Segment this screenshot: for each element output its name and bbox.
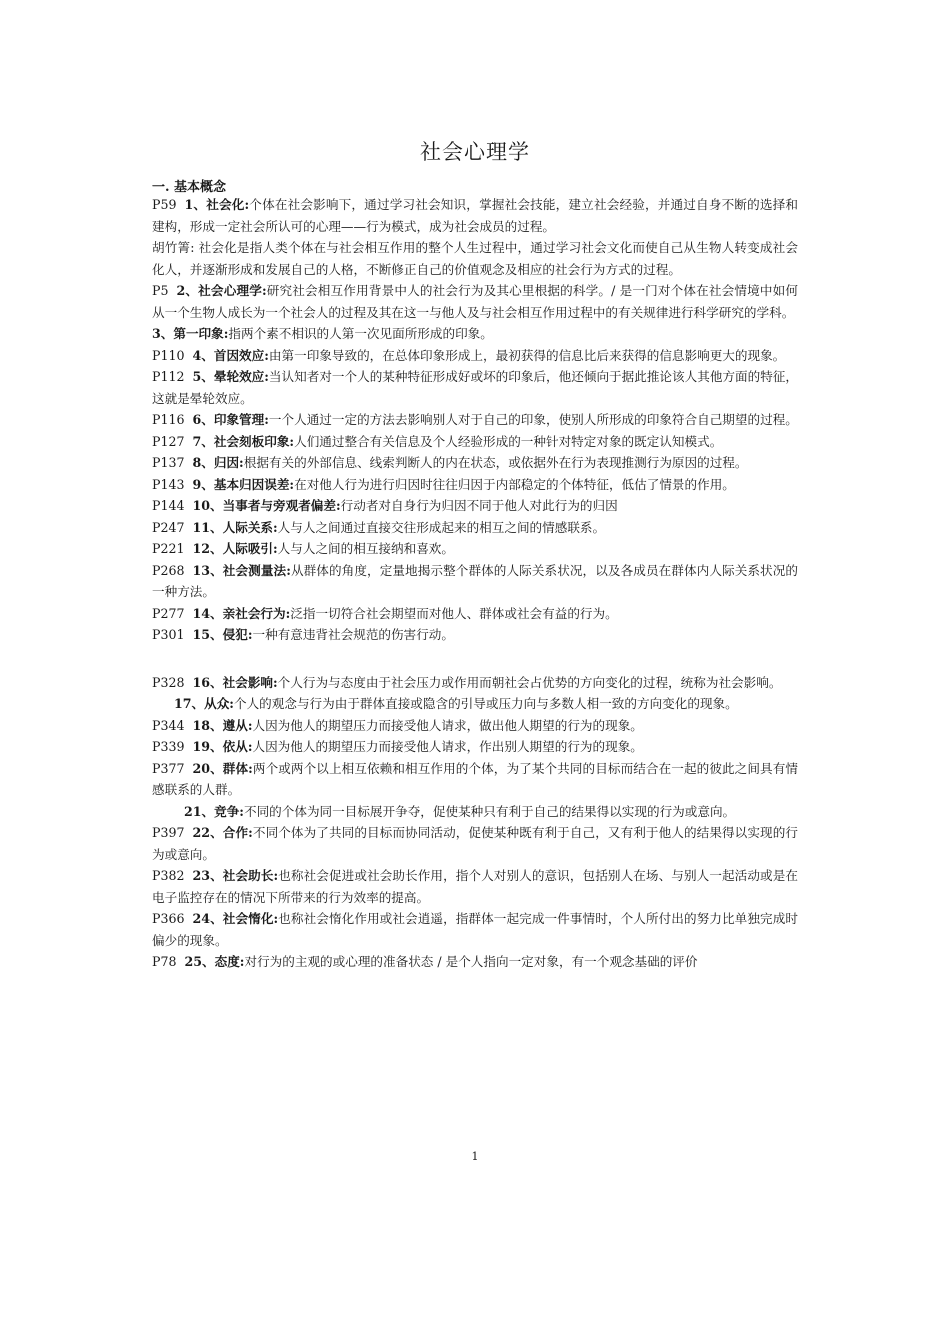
concept-entry bbox=[152, 452, 798, 474]
entry-definition: 个体在社会影响下，通过学习社会知识，掌握社会技能，建立社会经验，并通过自身不断的选择和建构，形成一定社会所认可的心理——行为模式，成为社会成员的过程。 bbox=[152, 197, 798, 234]
concept-entry bbox=[152, 715, 798, 737]
concept-entry bbox=[152, 237, 798, 280]
entry-definition: 人因为他人的期望压力而接受他人请求，作出别人期望的行为的现象。 bbox=[252, 739, 643, 754]
entry-page-ref: P221 bbox=[152, 541, 185, 556]
entry-page-ref: P344 bbox=[152, 717, 185, 733]
entry-definition: 也称社会惰化作用或社会逍遥，指群体一起完成一件事情时，个人所付出的努力比单独完成时偏少的现象。 bbox=[152, 911, 798, 948]
entry-definition: 人与人之间的相互接纳和喜欢。 bbox=[277, 541, 454, 556]
entry-page-ref: P377 bbox=[152, 760, 185, 776]
entry-definition: 个人行为与态度由于社会压力或作用而朝社会占优势的方向变化的过程，统称为社会影响。 bbox=[277, 674, 782, 690]
entry-term: 8、归因: bbox=[192, 455, 244, 470]
entry-definition: 人们通过整合有关信息及个人经验形成的一种针对特定对象的既定认知模式。 bbox=[294, 433, 723, 449]
entry-definition: 人与人之间通过直接交往形成起来的相互之间的情感联系。 bbox=[277, 519, 606, 535]
section-heading: 一. 基本概念 bbox=[152, 180, 227, 195]
entry-term: 20、群体: bbox=[192, 760, 253, 776]
concept-entry bbox=[152, 865, 798, 908]
concept-entry bbox=[152, 736, 798, 758]
entry-page-ref: P116 bbox=[152, 412, 185, 427]
entry-term: 6、印象管理: bbox=[192, 412, 269, 427]
entry-definition: 一种有意违背社会规范的伤害行动。 bbox=[252, 627, 454, 642]
entry-term: 4、首因效应: bbox=[192, 347, 269, 363]
entry-term: 9、基本归因误差: bbox=[192, 476, 295, 492]
entry-page-ref: P328 bbox=[152, 674, 185, 690]
entry-term: 3、第一印象: bbox=[152, 326, 229, 341]
entry-definition: 泛指一切符合社会期望而对他人、群体或社会有益的行为。 bbox=[290, 605, 618, 621]
concept-entry bbox=[152, 280, 798, 323]
entry-page-ref: P277 bbox=[152, 605, 185, 621]
concept-entry bbox=[152, 672, 798, 694]
entry-definition: 个人的观念与行为由于群体直接或隐含的引导或压力向与多数人相一致的方向变化的现象。 bbox=[233, 696, 738, 711]
entry-page-ref: P112 bbox=[152, 369, 185, 384]
entry-page-ref: P144 bbox=[152, 498, 185, 513]
entry-page-ref: P5 bbox=[152, 283, 169, 298]
entry-page-ref: P127 bbox=[152, 433, 185, 449]
entry-term: 17、从众: bbox=[174, 696, 234, 711]
entry-definition: 研究社会相互作用背景中人的社会行为及其心里根据的科学。/ 是一门对个体在社会情境中如何从一个生物人成长为一个社会人的过程及其在这一与他人及与社会相互作用过程中的有关规律进行科学研究的学科。 bbox=[152, 283, 798, 320]
entry-definition: 根据有关的外部信息、线索判断人的内在状态，或依据外在行为表现推测行为原因的过程。 bbox=[243, 455, 748, 470]
entry-definition: 由第一印象导致的，在总体印象形成上，最初获得的信息比后来获得的信息影响更大的现象。 bbox=[268, 347, 786, 363]
entry-definition: 行动者对自身行为归因不同于他人对此行为的归因 bbox=[340, 498, 618, 513]
concept-entry bbox=[152, 560, 798, 603]
entry-page-ref: P397 bbox=[152, 825, 185, 840]
entry-page-ref: P366 bbox=[152, 911, 185, 926]
entry-definition: 不同个体为了共同的目标而协同活动，促使某种既有利于自己，又有利于他人的结果得以实现的行为或意向。 bbox=[152, 825, 798, 862]
concept-entry bbox=[152, 801, 798, 823]
concept-list bbox=[152, 194, 798, 973]
concept-entry bbox=[152, 603, 798, 625]
entry-term: 16、社会影响: bbox=[192, 674, 278, 690]
entry-definition: 也称社会促进或社会助长作用，指个人对别人的意识，包括别人在场、与别人一起活动或是在电子监控存在的情况下所带来的行为效率的提高。 bbox=[152, 868, 798, 905]
entry-term: 13、社会测量法: bbox=[192, 562, 291, 578]
entry-page-ref: P301 bbox=[152, 627, 185, 642]
entry-definition: 对行为的主观的或心理的准备状态 / 是个人指向一定对象，有一个观念基础的评价 bbox=[244, 954, 698, 969]
concept-entry bbox=[152, 431, 798, 453]
entry-term: 23、社会助长: bbox=[192, 868, 279, 883]
entry-page-ref: P382 bbox=[152, 868, 185, 883]
entry-definition: 一个人通过一定的方法去影响别人对于自己的印象，使别人所形成的印象符合自己期望的过程。 bbox=[268, 412, 798, 427]
concept-entry bbox=[152, 908, 798, 951]
concept-entry bbox=[152, 366, 798, 409]
concept-entry bbox=[152, 758, 798, 801]
concept-entry bbox=[152, 194, 798, 237]
entry-page-ref: P110 bbox=[152, 347, 185, 363]
entry-term: 10、当事者与旁观者偏差: bbox=[192, 498, 341, 513]
entry-term: 18、遵从: bbox=[192, 717, 253, 733]
entry-definition: 两个或两个以上相互依赖和相互作用的个体，为了某个共同的目标而结合在一起的彼此之间具有情感联系的人群。 bbox=[152, 760, 798, 797]
document-title: 社会心理学 bbox=[420, 140, 530, 164]
entry-definition: 在对他人行为进行归因时往往归因于内部稳定的个体特征，低估了情景的作用。 bbox=[294, 476, 735, 492]
section-gap bbox=[152, 646, 798, 672]
entry-term: 25、态度: bbox=[184, 954, 245, 969]
concept-entry bbox=[152, 693, 798, 715]
entry-page-ref: P78 bbox=[152, 954, 177, 969]
concept-entry bbox=[152, 624, 798, 646]
entry-definition: 指两个素不相识的人第一次见面所形成的印象。 bbox=[228, 326, 493, 341]
entry-definition: 胡竹箐: 社会化是指人类个体在与社会相互作用的整个人生过程中，通过学习社会文化而使自己从生物人转变成社会化人，并逐渐形成和发展自己的人格，不断修正自己的价值观念及相应的社会行为方式的过程。 bbox=[152, 240, 798, 277]
concept-entry bbox=[152, 345, 798, 367]
entry-term: 24、社会惰化: bbox=[192, 911, 279, 926]
entry-term: 12、人际吸引: bbox=[192, 541, 278, 556]
entry-term: 5、晕轮效应: bbox=[192, 369, 269, 384]
entry-term: 14、亲社会行为: bbox=[192, 605, 291, 621]
entry-definition: 当认知者对一个人的某种特征形成好或坏的印象后，他还倾向于据此推论该人其他方面的特征，这就是晕轮效应。 bbox=[152, 369, 798, 406]
entry-definition: 人因为他人的期望压力而接受他人请求，做出他人期望的行为的现象。 bbox=[252, 717, 643, 733]
entry-term: 11、人际关系: bbox=[192, 519, 278, 535]
entry-definition: 从群体的角度，定量地揭示整个群体的人际关系状况，以及各成员在群体内人际关系状况的一种方法。 bbox=[152, 562, 799, 599]
concept-entry bbox=[152, 323, 798, 345]
concept-entry bbox=[152, 474, 798, 496]
entry-page-ref: P247 bbox=[152, 519, 185, 535]
concept-entry bbox=[152, 409, 798, 431]
concept-entry bbox=[152, 951, 798, 973]
entry-page-ref: P339 bbox=[152, 739, 185, 754]
concept-entry bbox=[152, 538, 798, 560]
entry-term: 19、依从: bbox=[192, 739, 253, 754]
entry-page-ref: P143 bbox=[152, 476, 185, 492]
page-number: 1 bbox=[471, 1150, 479, 1163]
entry-page-ref: P59 bbox=[152, 197, 177, 212]
concept-entry bbox=[152, 517, 798, 539]
entry-term: 15、侵犯: bbox=[192, 627, 253, 642]
entry-term: 2、社会心理学: bbox=[176, 283, 267, 298]
concept-entry bbox=[152, 822, 798, 865]
entry-page-ref: P268 bbox=[152, 562, 185, 578]
concept-entry bbox=[152, 495, 798, 517]
entry-term: 22、合作: bbox=[192, 825, 253, 840]
entry-page-ref: P137 bbox=[152, 455, 185, 470]
entry-term: 21、竞争: bbox=[184, 803, 244, 819]
entry-term: 7、社会刻板印象: bbox=[192, 433, 295, 449]
entry-definition: 不同的个体为同一目标展开争夺，促使某种只有利于自己的结果得以实现的行为或意向。 bbox=[243, 803, 736, 819]
entry-term: 1、社会化: bbox=[184, 197, 250, 212]
